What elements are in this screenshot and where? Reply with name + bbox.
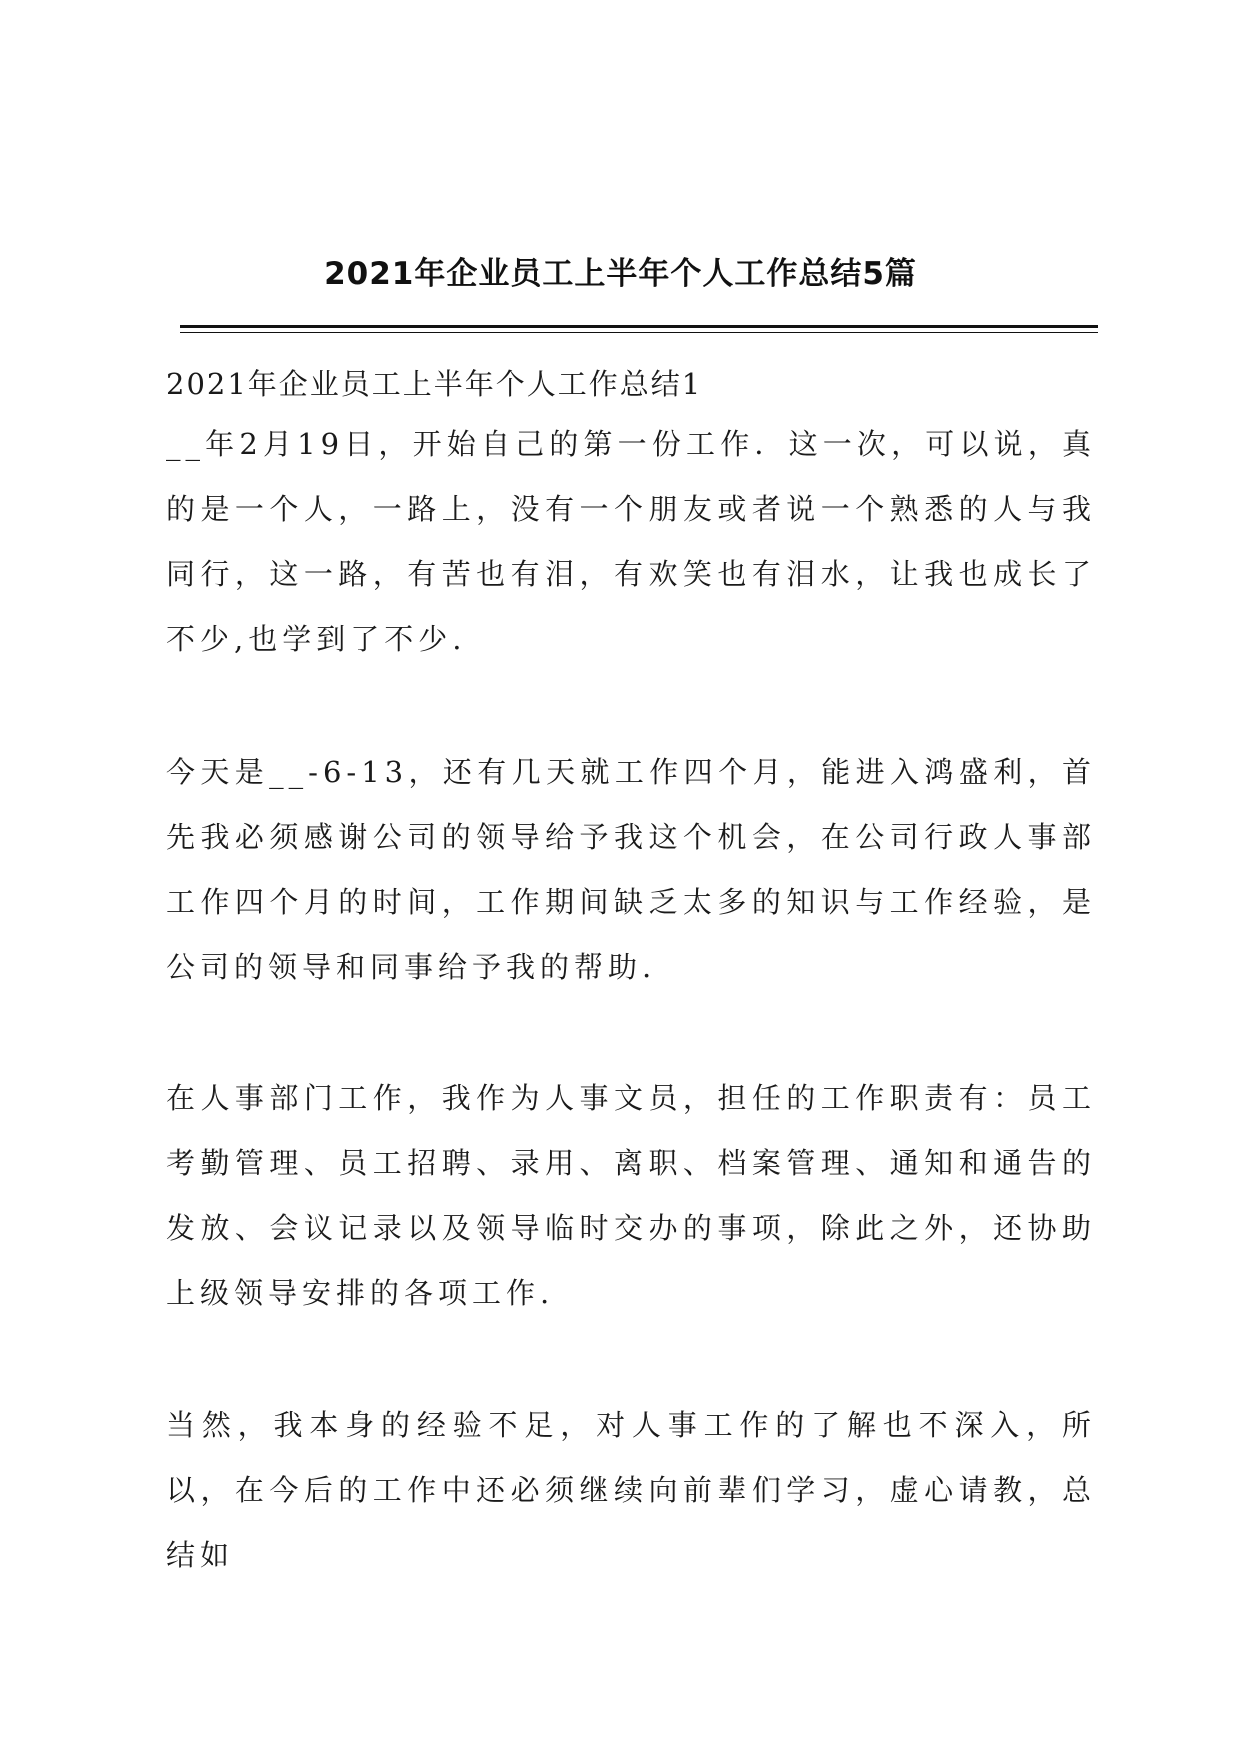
paragraph-1: __年2月19日，开始自己的第一份工作．这一次，可以说，真的是一个人，一路上，没有一个朋友或者说一个熟悉的人与我同行，这一路，有苦也有泪，有欢笑也有泪水，让我也成长了不少,也学到了不少. [166,427,1096,656]
document-title: 2021年企业员工上半年个人工作总结5篇 [324,256,917,292]
paragraph-4: 当然，我本身的经验不足，对人事工作的了解也不深入，所以，在今后的工作中还必须继续向前辈们学习，虚心请教，总结如 [166,1408,1096,1572]
paragraph-2: 今天是__-6-13，还有几天就工作四个月，能进入鸿盛利，首先我必须感谢公司的领导给予我这个机会，在公司行政人事部工作四个月的时间，工作期间缺乏太多的知识与工作经验，是公司的领导和同事给予我的帮助. [166,755,1096,984]
paragraph-3: 在人事部门工作，我作为人事文员，担任的工作职责有：员工考勤管理、员工招聘、录用、离职、档案管理、通知和通告的发放、会议记录以及领导临时交办的事项，除此之外，还协助上级领导安排的各项工作. [166,1081,1096,1310]
title-divider-thin [180,332,1098,333]
title-divider-thick [180,325,1098,328]
section-heading: 2021年企业员工上半年个人工作总结1 [166,367,703,401]
